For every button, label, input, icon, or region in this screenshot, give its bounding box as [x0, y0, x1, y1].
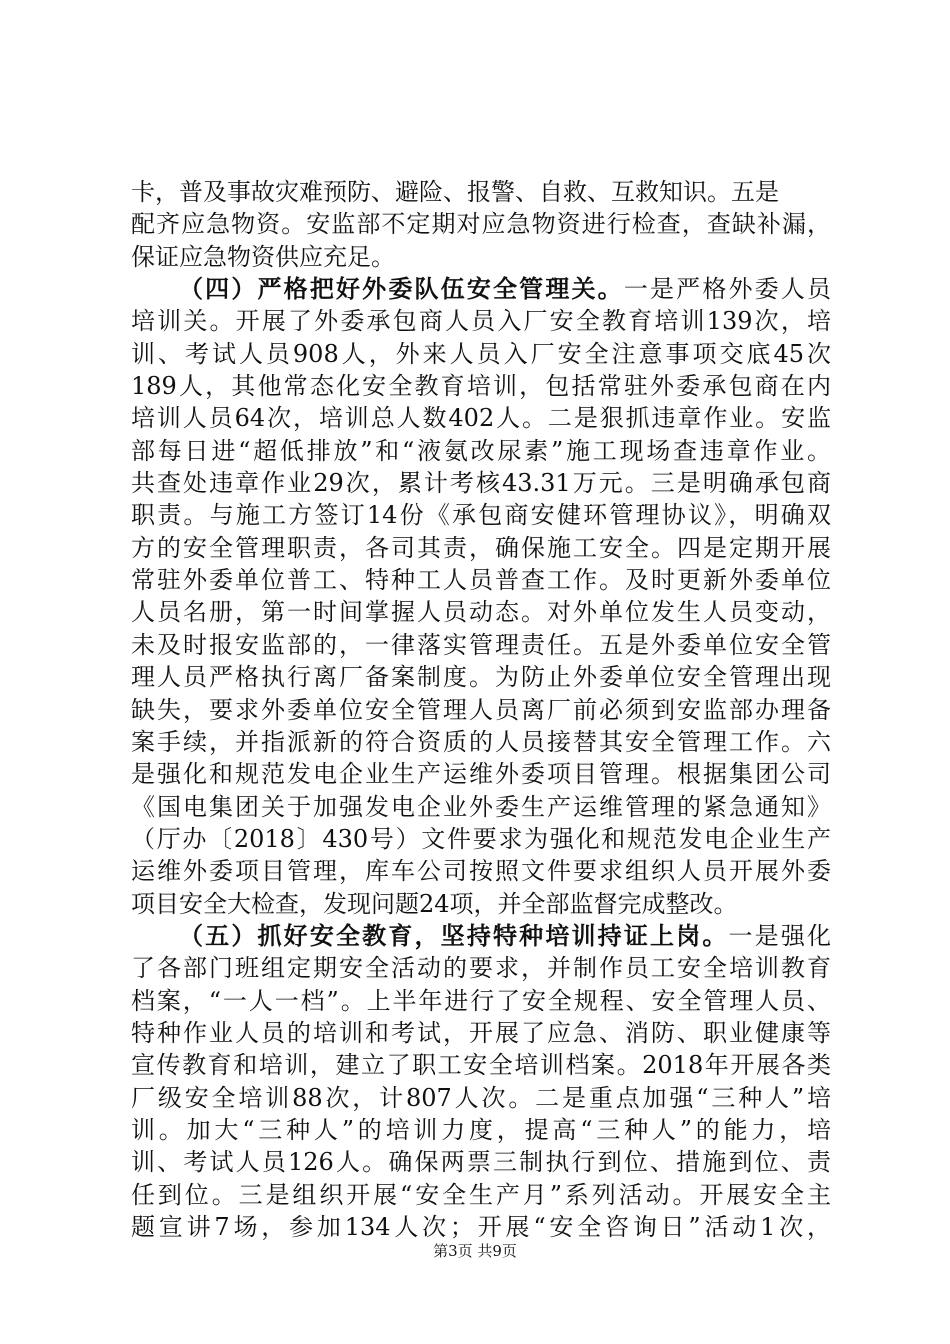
text-line: 189人，其他常态化安全教育培训，包括常驻外委承包商在内	[131, 372, 831, 401]
text-line: 训。加大“三种人”的培训力度，提高“三种人”的能力，培	[131, 1115, 831, 1144]
page-number: 第3页 共9页	[433, 1242, 517, 1260]
text-line: 共查处违章作业29次，累计考核43.31万元。三是明确承包商	[131, 469, 831, 498]
text-line: 是强化和规范发电企业生产运维外委项目管理。根据集团公司	[131, 760, 831, 789]
text-line: 训、考试人员908人，外来人员入厂安全注意事项交底45次	[131, 339, 831, 368]
text-line: 人员名册，第一时间掌握人员动态。对外单位发生人员变动，	[131, 598, 831, 627]
text-line: 保证应急物资供应充足。	[131, 242, 395, 271]
text-line: 任到位。三是组织开展“安全生产月”系列活动。开展安全主	[131, 1180, 831, 1209]
document-body	[131, 176, 831, 1243]
text-line: 常驻外委单位普工、特种工人员普查工作。及时更新外委单位	[131, 566, 831, 595]
section-heading-five: （五）抓好安全教育，坚持特种培训持证上岗。	[179, 920, 729, 950]
text-line: 未及时报安监部的，一律落实管理责任。五是外委单位安全管	[131, 630, 831, 659]
text-line: 部每日进“超低排放”和“液氨改尿素”施工现场查违章作业。	[131, 436, 831, 465]
text-line: 厂级安全培训88次，计807人次。二是重点加强“三种人”培	[131, 1083, 831, 1112]
text-line: 培训关。开展了外委承包商人员入厂安全教育培训139次，培	[131, 307, 831, 336]
text-line: 方的安全管理职责，各司其责，确保施工安全。四是定期开展	[131, 533, 831, 562]
text-line: 案手续，并指派新的符合资质的人员接替其安全管理工作。六	[131, 727, 831, 756]
text-line: 题宣讲7场，参加134人次；开展“安全咨询日”活动1次，	[131, 1213, 831, 1241]
text-line: 职责。与施工方签订14份《承包商安健环管理协议》，明确双	[131, 501, 831, 530]
text-line: 训、考试人员126人。确保两票三制执行到位、措施到位、责	[131, 1148, 831, 1177]
text-line: 缺失，要求外委单位安全管理人员离厂前必须到安监部办理备	[131, 695, 831, 724]
section-heading-line: （五）抓好安全教育，坚持特种培训持证上岗。一是强化	[179, 920, 831, 950]
text-line: 运维外委项目管理，库车公司按照文件要求组织人员开展外委	[131, 857, 831, 886]
text-line: 理人员严格执行离厂备案制度。为防止外委单位安全管理出现	[131, 663, 831, 692]
text-line: 培训人员64次，培训总人数402人。二是狠抓违章作业。安监	[131, 404, 831, 433]
text-line: （厅办〔2018〕430号）文件要求为强化和规范发电企业生产	[131, 824, 831, 853]
text-line: 配齐应急物资。安监部不定期对应急物资进行检查，查缺补漏，	[131, 210, 831, 239]
text-line: 了各部门班组定期安全活动的要求，并制作员工安全培训教育	[131, 954, 831, 983]
section-heading-four: （四）严格把好外委队伍安全管理关。	[179, 274, 624, 304]
page-footer	[0, 1240, 950, 1262]
text-line: 《国电集团关于加强发电企业外委生产运维管理的紧急通知》	[131, 792, 831, 821]
text-line: 档案，“一人一档”。上半年进行了安全规程、安全管理人员、	[131, 986, 831, 1015]
text-line: 特种作业人员的培训和考试，开展了应急、消防、职业健康等	[131, 1018, 831, 1047]
text-line: 卡，普及事故灾难预防、避险、报警、自救、互救知识。五是	[131, 178, 779, 206]
text-line: 项目安全大检查，发现问题24项，并全部监督完成整改。	[131, 889, 738, 918]
section-heading-line: （四）严格把好外委队伍安全管理关。一是严格外委人员	[179, 274, 832, 304]
text-line: 宣传教育和培训，建立了职工安全培训档案。2018年开展各类	[131, 1051, 831, 1080]
